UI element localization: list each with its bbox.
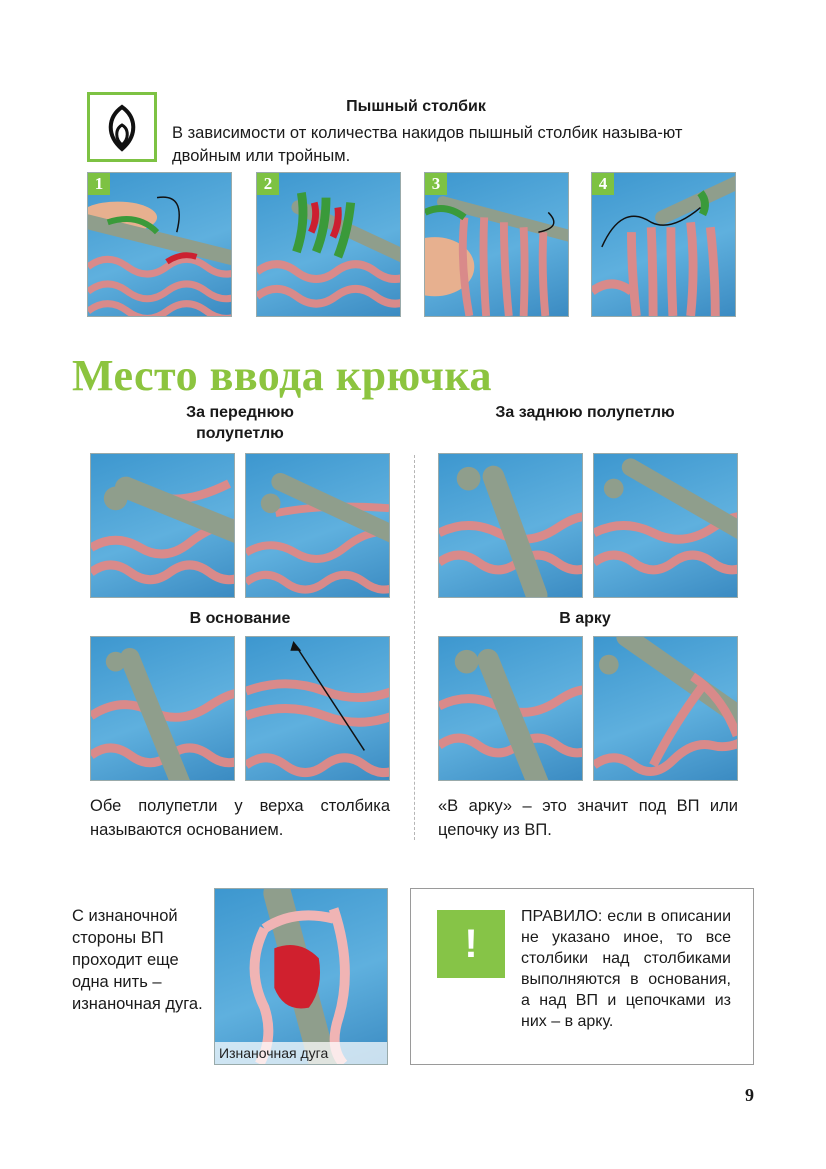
section-heading: Место ввода крючка bbox=[72, 351, 493, 400]
step-photo-2 bbox=[256, 172, 401, 317]
section-description: В зависимости от количества накидов пышный столбик называ-ют двойным или тройным. bbox=[172, 124, 683, 165]
rule-box bbox=[410, 888, 754, 1065]
step-number: 3 bbox=[425, 173, 447, 195]
photo-arch-2 bbox=[593, 636, 738, 781]
subheading-back-loop: За заднюю полупетлю bbox=[495, 404, 675, 421]
column-divider bbox=[414, 455, 415, 840]
page-number: 9 bbox=[745, 1085, 754, 1105]
photo-base-1 bbox=[90, 636, 235, 781]
photo-arch-1 bbox=[438, 636, 583, 781]
photo-back-loop-1 bbox=[438, 453, 583, 598]
back-bump-description: С изнаночной стороны ВП проходит еще одна нить – изнаночная дуга. bbox=[72, 907, 203, 1013]
photo-front-loop-2 bbox=[245, 453, 390, 598]
rule-text: ПРАВИЛО: если в описании не указано иное, то все столбики над столбиками выполняются в основания, а над ВП и цепочками из них – в арку. bbox=[521, 908, 731, 1030]
step-photo-1 bbox=[87, 172, 232, 317]
step-photo-3 bbox=[424, 172, 569, 317]
back-bump-label: Изнаночная дуга bbox=[215, 1042, 387, 1064]
step-number: 4 bbox=[592, 173, 614, 195]
leaf-icon bbox=[90, 95, 154, 159]
caption-arch: «В арку» – это значит под ВП или цепочку из ВП. bbox=[438, 797, 738, 839]
photo-front-loop-1 bbox=[90, 453, 235, 598]
photo-base-2 bbox=[245, 636, 390, 781]
section-title: Пышный столбик bbox=[346, 98, 486, 115]
subheading-arch: В арку bbox=[559, 610, 611, 627]
step-number: 1 bbox=[88, 173, 110, 195]
subheading-front-loop: За переднюю полупетлю bbox=[186, 404, 294, 442]
step-number: 2 bbox=[257, 173, 279, 195]
leaf-icon-box bbox=[87, 92, 157, 162]
photo-back-loop-2 bbox=[593, 453, 738, 598]
back-bump-photo bbox=[214, 888, 388, 1065]
exclamation-icon: ! bbox=[437, 910, 505, 978]
caption-base: Обе полупетли у верха столбика называются основанием. bbox=[90, 797, 390, 839]
step-photo-4 bbox=[591, 172, 736, 317]
subheading-base: В основание bbox=[189, 610, 291, 627]
